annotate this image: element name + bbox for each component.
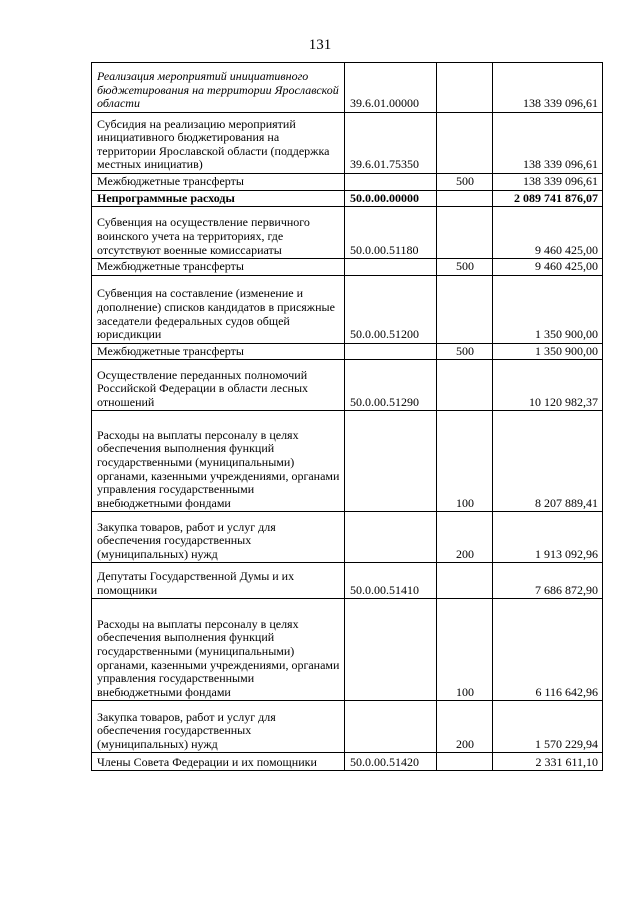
row-code-cell: 39.6.01.00000: [345, 63, 437, 113]
row-amount-cell: 138 339 096,61: [493, 174, 603, 191]
row-amount-cell: 8 207 889,41: [493, 411, 603, 512]
row-amount-cell: 138 339 096,61: [493, 113, 603, 174]
row-name-cell: Закупка товаров, работ и услуг для обеспечения государственных (муниципальных) нужд: [92, 512, 345, 563]
row-code-cell: [345, 512, 437, 563]
row-name-cell: Депутаты Государственной Думы и их помощники: [92, 563, 345, 599]
row-name-cell: Реализация мероприятий инициативного бюджетирования на территории Ярославской области: [92, 63, 345, 113]
table-row: [92, 275, 603, 343]
row-amount-cell: 1 913 092,96: [493, 512, 603, 563]
row-code-cell: [345, 411, 437, 512]
row-expense-type-cell: [437, 190, 493, 207]
table-row: [92, 512, 603, 563]
row-amount-cell: 1 570 229,94: [493, 701, 603, 753]
row-code-cell: 50.0.00.00000: [345, 190, 437, 207]
row-expense-type-cell: [437, 275, 493, 343]
row-amount-cell: 7 686 872,90: [493, 563, 603, 599]
table-row: [92, 207, 603, 259]
row-expense-type-cell: [437, 360, 493, 411]
row-code-cell: [345, 259, 437, 276]
row-expense-type-cell: 200: [437, 701, 493, 753]
row-expense-type-cell: [437, 563, 493, 599]
row-name-cell: Субсидия на реализацию мероприятий инициативного бюджетирования на территории Ярославской области (поддержка местных инициатив): [92, 113, 345, 174]
row-amount-cell: 1 350 900,00: [493, 275, 603, 343]
row-amount-cell: 6 116 642,96: [493, 599, 603, 701]
table-row: [92, 113, 603, 174]
row-expense-type-cell: 500: [437, 343, 493, 360]
row-expense-type-cell: [437, 63, 493, 113]
row-name-cell: Субвенция на составление (изменение и дополнение) списков кандидатов в присяжные заседатели федеральных судов общей юрисдикции: [92, 275, 345, 343]
table-row: [92, 360, 603, 411]
row-amount-cell: 2 331 611,10: [493, 753, 603, 771]
row-expense-type-cell: 500: [437, 174, 493, 191]
row-expense-type-cell: 100: [437, 411, 493, 512]
row-amount-cell: 1 350 900,00: [493, 343, 603, 360]
row-code-cell: 39.6.01.75350: [345, 113, 437, 174]
row-expense-type-cell: [437, 753, 493, 771]
table-row: [92, 63, 603, 113]
row-name-cell: Межбюджетные трансферты: [92, 174, 345, 191]
row-expense-type-cell: [437, 113, 493, 174]
table-row: [92, 343, 603, 360]
table-row: [92, 190, 603, 207]
row-code-cell: 50.0.00.51290: [345, 360, 437, 411]
row-amount-cell: 2 089 741 876,07: [493, 190, 603, 207]
row-name-cell: Межбюджетные трансферты: [92, 259, 345, 276]
row-code-cell: [345, 174, 437, 191]
row-code-cell: [345, 701, 437, 753]
table-row: [92, 259, 603, 276]
table-row: [92, 174, 603, 191]
row-name-cell: Осуществление переданных полномочий Российской Федерации в области лесных отношений: [92, 360, 345, 411]
row-code-cell: 50.0.00.51420: [345, 753, 437, 771]
row-code-cell: [345, 599, 437, 701]
row-expense-type-cell: 100: [437, 599, 493, 701]
row-amount-cell: 10 120 982,37: [493, 360, 603, 411]
row-name-cell: Межбюджетные трансферты: [92, 343, 345, 360]
row-name-cell: Расходы на выплаты персоналу в целях обеспечения выполнения функций государственными (муниципальными) органами, казенными учреждениями, органами управления государственными внебюджетными фондами: [92, 599, 345, 701]
table-row: [92, 753, 603, 771]
row-name-cell: Субвенция на осуществление первичного воинского учета на территориях, где отсутствуют военные комиссариаты: [92, 207, 345, 259]
budget-table-body: [92, 63, 603, 771]
table-row: [92, 563, 603, 599]
row-name-cell: Расходы на выплаты персоналу в целях обеспечения выполнения функций государственными (муниципальными) органами, казенными учреждениями, органами управления государственными внебюджетными фондами: [92, 411, 345, 512]
row-expense-type-cell: 200: [437, 512, 493, 563]
row-code-cell: 50.0.00.51410: [345, 563, 437, 599]
table-row: [92, 411, 603, 512]
table-row: [92, 701, 603, 753]
table-row: [92, 599, 603, 701]
budget-table: [91, 62, 603, 771]
row-code-cell: [345, 343, 437, 360]
page-number: 131: [308, 37, 332, 53]
row-amount-cell: 9 460 425,00: [493, 259, 603, 276]
row-name-cell: Непрограммные расходы: [92, 190, 345, 207]
row-code-cell: 50.0.00.51200: [345, 275, 437, 343]
row-code-cell: 50.0.00.51180: [345, 207, 437, 259]
row-expense-type-cell: 500: [437, 259, 493, 276]
row-amount-cell: 9 460 425,00: [493, 207, 603, 259]
row-name-cell: Закупка товаров, работ и услуг для обеспечения государственных (муниципальных) нужд: [92, 701, 345, 753]
row-expense-type-cell: [437, 207, 493, 259]
row-amount-cell: 138 339 096,61: [493, 63, 603, 113]
row-name-cell: Члены Совета Федерации и их помощники: [92, 753, 345, 771]
